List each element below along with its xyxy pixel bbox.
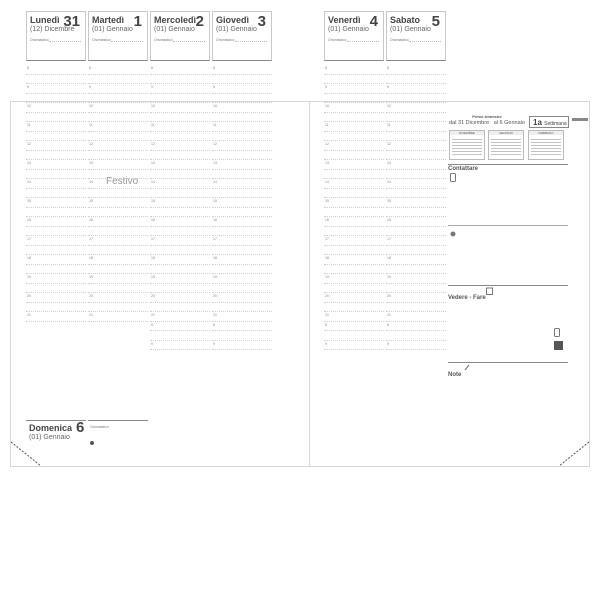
day-month: (01) Gennaio <box>216 26 257 33</box>
hour-label: 12 <box>27 142 31 146</box>
hour-label: 12 <box>213 142 217 146</box>
hour-label: 16 <box>387 218 391 222</box>
hour-label: 20 <box>27 294 31 298</box>
hour-row[interactable] <box>88 311 148 322</box>
hour-label: 16 <box>89 218 93 222</box>
hour-label: 12 <box>387 142 391 146</box>
day-month: (01) Gennaio <box>328 26 369 33</box>
hour-label: 11 <box>151 123 155 127</box>
day-header-tuesday <box>88 11 148 61</box>
day-name: Venerdì <box>328 15 361 25</box>
festivo-label: Festivo <box>106 176 139 187</box>
hour-label: 10 <box>325 104 329 108</box>
hour-label: 17 <box>213 237 217 241</box>
day-header-wednesday <box>150 11 210 61</box>
week-tab <box>572 118 588 121</box>
hour-label: 13 <box>151 161 155 165</box>
trimester-from: dal 31 Dicembre <box>449 120 490 126</box>
day-month: (01) Gennaio <box>154 26 195 33</box>
hour-label: 20 <box>213 294 217 298</box>
hour-row[interactable] <box>26 311 86 322</box>
hour-label: 14 <box>387 180 391 184</box>
hour-row[interactable] <box>212 340 272 351</box>
hour-label: 9 <box>387 341 389 346</box>
mini-calendar-february <box>528 130 564 160</box>
onomastico-label: Onomastico <box>92 38 111 42</box>
hour-label: 15 <box>325 199 329 203</box>
hour-label: 17 <box>387 237 391 241</box>
hour-label: 8 <box>27 66 29 70</box>
hour-label: 10 <box>213 104 217 108</box>
hour-label: 9 <box>213 85 215 89</box>
hour-label: 14 <box>213 180 217 184</box>
hour-label: 9 <box>89 85 91 89</box>
sunday-month: (01) Gennaio <box>29 434 70 441</box>
onomastico-line <box>347 41 379 42</box>
hour-label: 13 <box>27 161 31 165</box>
hour-label: 19 <box>325 275 329 279</box>
hour-label: 19 <box>27 275 31 279</box>
hour-label: 18 <box>213 256 217 260</box>
hour-label: 15 <box>213 199 217 203</box>
hour-label: 13 <box>325 161 329 165</box>
hour-label: 8 <box>213 66 215 70</box>
hour-label: 19 <box>387 275 391 279</box>
day-header-friday <box>324 11 384 61</box>
note-section <box>448 362 568 451</box>
clipboard-icon <box>486 287 493 295</box>
hour-label: 16 <box>151 218 155 222</box>
hour-label: 15 <box>89 199 93 203</box>
hour-label: 10 <box>151 104 155 108</box>
hour-label: 21 <box>325 313 329 317</box>
sunday-onomastico: Onomastico <box>90 425 109 429</box>
vedere-fare-label: Vedere - Fare <box>448 295 486 301</box>
week-badge <box>529 116 569 128</box>
hour-label: 19 <box>151 275 155 279</box>
onomastico-label: Onomastico <box>390 38 409 42</box>
hour-label: 16 <box>325 218 329 222</box>
hour-label: 20 <box>89 294 93 298</box>
day-name: Lunedì <box>30 15 60 25</box>
hour-label: 21 <box>151 313 155 317</box>
hour-label: 17 <box>325 237 329 241</box>
vedere-fare-section <box>448 285 568 361</box>
hour-label: 16 <box>213 218 217 222</box>
hour-label: 18 <box>387 256 391 260</box>
hour-label: 11 <box>325 123 329 127</box>
trimester-title: Primo trimestre <box>472 114 502 119</box>
hour-row[interactable] <box>150 340 210 351</box>
trimester-header <box>448 114 526 126</box>
hour-label: 20 <box>151 294 155 298</box>
hour-label: 21 <box>213 313 217 317</box>
contattare-label: Contattare <box>448 166 479 172</box>
hour-label: 11 <box>27 123 31 127</box>
hour-label: 9 <box>325 341 327 346</box>
day-number: 4 <box>369 13 378 30</box>
day-number: 31 <box>63 13 80 30</box>
hour-label: 14 <box>89 180 93 184</box>
hour-label: 10 <box>89 104 93 108</box>
day-month: (12) Dicembre <box>30 26 75 33</box>
hour-label: 13 <box>213 161 217 165</box>
hour-label: 15 <box>151 199 155 203</box>
onomastico-line <box>409 41 441 42</box>
mini-calendar-january <box>488 130 524 160</box>
mini-calendar-month: DICEMBRE <box>450 131 484 135</box>
hour-label: 21 <box>89 313 93 317</box>
contattare-divider <box>448 225 568 226</box>
contattare-section <box>448 164 568 285</box>
hour-label: 11 <box>213 123 217 127</box>
day-number: 2 <box>195 13 204 30</box>
at-icon <box>450 231 456 237</box>
onomastico-line <box>49 41 81 42</box>
hour-row[interactable] <box>386 340 446 351</box>
page-spine <box>309 102 310 466</box>
hour-label: 14 <box>151 180 155 184</box>
hour-label: 12 <box>89 142 93 146</box>
day-header-saturday <box>386 11 446 61</box>
day-header-monday <box>26 11 86 61</box>
hour-label: 15 <box>387 199 391 203</box>
hour-label: 18 <box>89 256 93 260</box>
hour-label: 14 <box>27 180 31 184</box>
mini-calendar-grid <box>452 137 482 157</box>
trimester-to: al 6 Gennaio <box>493 120 525 126</box>
hour-label: 9 <box>325 85 327 89</box>
hour-label: 18 <box>27 256 31 260</box>
hour-label: 8 <box>387 66 389 70</box>
hour-label: 8 <box>151 322 153 327</box>
hour-label: 17 <box>27 237 31 241</box>
hour-label: 17 <box>89 237 93 241</box>
phone-icon <box>554 328 560 337</box>
hour-label: 10 <box>27 104 31 108</box>
onomastico-label: Onomastico <box>328 38 347 42</box>
sunday-name: Domenica <box>29 423 73 433</box>
day-header-thursday <box>212 11 272 61</box>
bullet-dot-icon <box>90 441 94 445</box>
hour-label: 14 <box>325 180 329 184</box>
hour-label: 13 <box>89 161 93 165</box>
hour-label: 9 <box>27 85 29 89</box>
day-name: Mercoledì <box>154 15 197 25</box>
week-label: Settimana <box>544 121 567 127</box>
hour-label: 9 <box>151 85 153 89</box>
hour-label: 8 <box>151 66 153 70</box>
week-number: 1a <box>533 118 542 127</box>
app-badge-icon <box>554 341 563 350</box>
hour-label: 9 <box>151 341 153 346</box>
onomastico-label: Onomastico <box>30 38 49 42</box>
hour-label: 12 <box>151 142 155 146</box>
hour-label: 8 <box>387 322 389 327</box>
mini-calendar-month: FEBBRAIO <box>529 131 563 135</box>
hour-label: 17 <box>151 237 155 241</box>
day-number: 5 <box>431 13 440 30</box>
phone-icon <box>450 173 456 182</box>
onomastico-line <box>235 41 267 42</box>
day-number: 3 <box>257 13 266 30</box>
hour-label: 16 <box>27 218 31 222</box>
hour-label: 21 <box>387 313 391 317</box>
hour-label: 11 <box>387 123 391 127</box>
hour-label: 8 <box>325 322 327 327</box>
day-month: (01) Gennaio <box>390 26 431 33</box>
onomastico-label: Onomastico <box>154 38 173 42</box>
hour-label: 11 <box>89 123 93 127</box>
hour-row[interactable] <box>324 340 384 351</box>
hour-label: 20 <box>325 294 329 298</box>
hour-label: 19 <box>89 275 93 279</box>
hour-label: 8 <box>89 66 91 70</box>
day-name: Martedì <box>92 15 125 25</box>
note-label: Note <box>448 372 462 378</box>
hour-label: 10 <box>387 104 391 108</box>
pencil-icon <box>464 364 470 371</box>
hour-label: 20 <box>387 294 391 298</box>
hour-label: 18 <box>325 256 329 260</box>
mini-calendar-grid <box>491 137 521 157</box>
hour-label: 19 <box>213 275 217 279</box>
hour-label: 15 <box>27 199 31 203</box>
mini-calendar-month: GENNAIO <box>489 131 523 135</box>
hour-label: 21 <box>27 313 31 317</box>
hour-label: 9 <box>387 85 389 89</box>
hour-label: 8 <box>325 66 327 70</box>
hour-label: 8 <box>213 322 215 327</box>
day-number: 1 <box>133 13 142 30</box>
sunday-notes <box>88 420 148 451</box>
hour-label: 12 <box>325 142 329 146</box>
hour-label: 13 <box>387 161 391 165</box>
sunday-number: 6 <box>76 419 85 436</box>
day-name: Giovedì <box>216 15 250 25</box>
mini-calendar-december <box>449 130 485 160</box>
onomastico-line <box>111 41 143 42</box>
day-name: Sabato <box>390 15 421 25</box>
onomastico-line <box>173 41 205 42</box>
day-month: (01) Gennaio <box>92 26 133 33</box>
hour-label: 9 <box>213 341 215 346</box>
mini-calendar-grid <box>531 137 561 157</box>
hour-label: 18 <box>151 256 155 260</box>
onomastico-label: Onomastico <box>216 38 235 42</box>
